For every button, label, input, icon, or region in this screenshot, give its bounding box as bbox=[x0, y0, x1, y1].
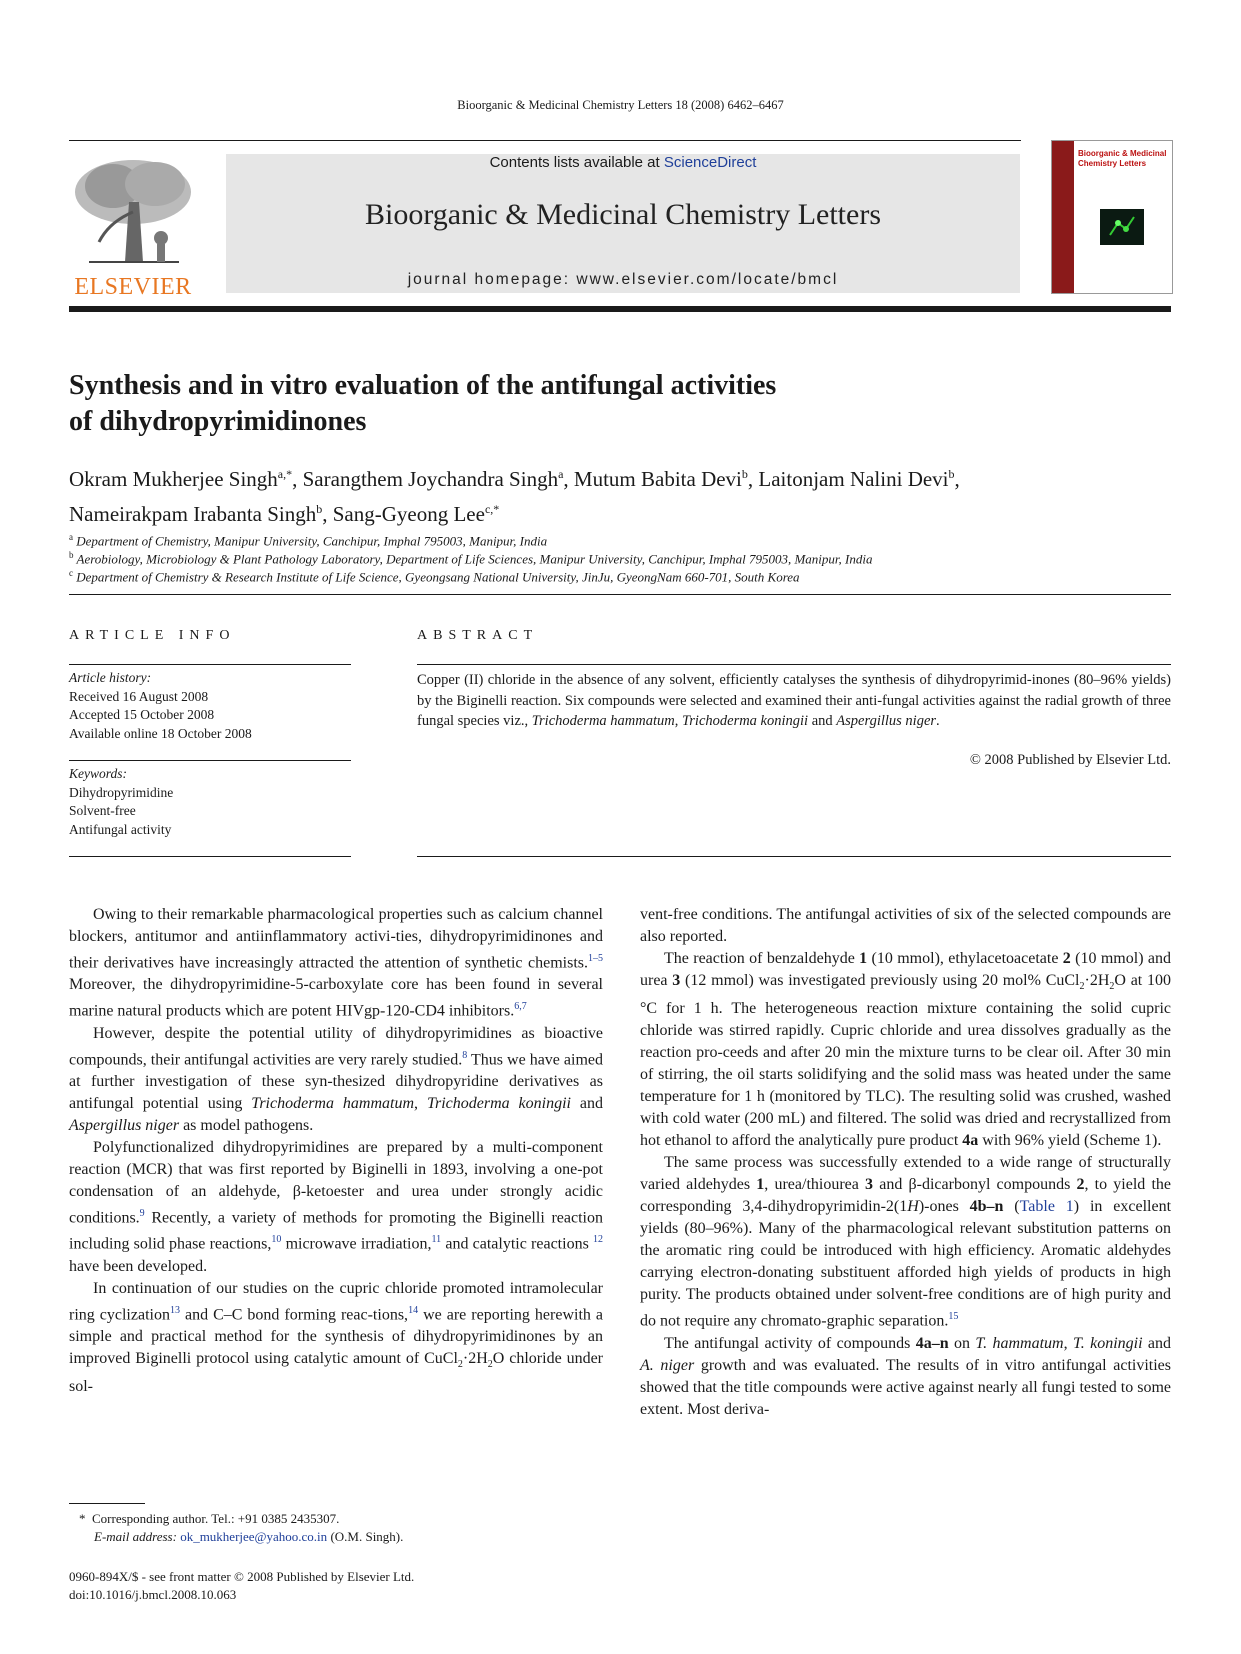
cover-red-band bbox=[1052, 141, 1074, 293]
text: have been developed. bbox=[69, 1257, 208, 1275]
author-sep: , bbox=[954, 467, 960, 491]
abstract-bottom-rule bbox=[417, 856, 1171, 857]
paragraph bbox=[640, 1152, 1171, 1332]
abstract-body: Copper (II) chloride in the absence of any solvent, efficiently catalyses the synthesis of dihydropyrimid-inones (80–96% yields) by the Biginelli reaction. Six compounds were selected and examined their anti-fungal activities against the radial growth of three fungal species viz., bbox=[417, 672, 1171, 729]
keyword-item: Antifungal activity bbox=[69, 821, 172, 837]
issn-line: 0960-894X/$ - see front matter © 2008 Published by Elsevier Ltd. bbox=[69, 1569, 415, 1584]
compound-number: 2 bbox=[1076, 1176, 1085, 1194]
abstract-heading: ABSTRACT bbox=[417, 628, 539, 643]
corresponding-author bbox=[69, 1510, 603, 1528]
cover-image bbox=[1100, 209, 1144, 245]
punct: . bbox=[936, 713, 940, 729]
species-name: Trichoderma hammatum bbox=[251, 1094, 415, 1112]
text: The antifungal activity of compounds bbox=[664, 1334, 916, 1352]
table-link[interactable]: Table 1 bbox=[1019, 1198, 1074, 1216]
header-top-rule bbox=[69, 140, 1021, 141]
masthead-box bbox=[226, 154, 1020, 293]
footnote-rule bbox=[69, 1503, 145, 1504]
article-info-heading: ARTICLE INFO bbox=[69, 628, 236, 643]
text: Polyfunctionalized dihydropyrimidines are prepared by a multi-component reaction (MCR) that was first reported by Biginelli in 1893, involving a one-pot condensation of an aldehyde, β-ketoester and urea under strongly acidic conditions. bbox=[69, 1138, 603, 1227]
paragraph bbox=[69, 1137, 603, 1278]
author-name[interactable]: Laitonjam Nalini Devi bbox=[758, 467, 949, 491]
punct: , bbox=[674, 713, 683, 729]
paragraph bbox=[640, 904, 1171, 948]
history-online: Available online 18 October 2008 bbox=[69, 725, 252, 741]
keywords-label: Keywords: bbox=[69, 766, 127, 781]
article-history bbox=[69, 669, 351, 743]
abstract-copyright: © 2008 Published by Elsevier Ltd. bbox=[969, 752, 1171, 768]
abstract-text bbox=[417, 670, 1171, 732]
author-sep: , bbox=[563, 467, 574, 491]
species-name: Aspergillus niger bbox=[69, 1116, 180, 1134]
text: and β-dicarbonyl compounds bbox=[873, 1176, 1077, 1194]
italic-h: H bbox=[907, 1198, 919, 1216]
species-name: Trichoderma hammatum bbox=[531, 713, 675, 729]
body-column-left bbox=[69, 904, 603, 1398]
citation-link[interactable]: 8 bbox=[462, 1049, 468, 1061]
text: as model pathogens. bbox=[179, 1116, 314, 1134]
compound-number: 4b–n bbox=[969, 1198, 1004, 1216]
citation-link[interactable]: 13 bbox=[169, 1304, 180, 1316]
text: and C–C bond forming reac-tions, bbox=[179, 1305, 409, 1323]
author-sep: , bbox=[292, 467, 303, 491]
molecule-icon bbox=[1100, 209, 1144, 245]
email-link[interactable]: ok_mukherjee@yahoo.co.in bbox=[180, 1529, 328, 1544]
punct: , bbox=[414, 1094, 427, 1112]
text: O chloride under sol- bbox=[69, 1349, 604, 1396]
text: Thus we have aimed at further investigation of these syn-thesized dihydropyridine derivatives as antifungal potential using bbox=[69, 1050, 604, 1112]
paragraph bbox=[69, 904, 603, 1023]
text: Recently, a variety of methods for promoting the Biginelli reaction including solid phase reactions, bbox=[69, 1209, 603, 1253]
contents-prefix: Contents lists available at bbox=[489, 154, 664, 171]
header-bottom-rule bbox=[69, 306, 1171, 312]
species-name: Trichoderma koningii bbox=[426, 1094, 571, 1112]
affil-mark: c bbox=[69, 568, 73, 578]
abstract-rule bbox=[417, 664, 1171, 665]
email-label: E-mail address: bbox=[94, 1529, 181, 1544]
cover-title: Bioorganic & Medicinal Chemistry Letters bbox=[1078, 149, 1167, 168]
compound-number: 4a–n bbox=[915, 1334, 949, 1352]
punct: , bbox=[1063, 1334, 1073, 1352]
subscript: 2 bbox=[1109, 981, 1115, 993]
text: ·2H bbox=[462, 1349, 488, 1367]
body-column-right bbox=[640, 904, 1171, 1421]
affil-mark: a bbox=[69, 532, 73, 542]
citation-link[interactable]: 1–5 bbox=[588, 953, 603, 964]
compound-number: 2 bbox=[1062, 950, 1071, 967]
text: (10 mmol) and urea bbox=[640, 950, 1172, 989]
species-name: T. hammatum bbox=[975, 1334, 1064, 1352]
text: with 96% yield (Scheme 1). bbox=[978, 1132, 1162, 1150]
citation-link[interactable]: 9 bbox=[139, 1207, 145, 1219]
paragraph bbox=[69, 1278, 603, 1399]
authors-line-2 bbox=[69, 494, 1179, 529]
citation-link[interactable]: 11 bbox=[431, 1234, 442, 1246]
keyword-item: Dihydropyrimidine bbox=[69, 784, 174, 800]
text: However, despite the potential utility of dihydropyrimidines as bioactive compounds, their antifungal activities are very rarely studied. bbox=[69, 1024, 603, 1068]
author-sep: , bbox=[747, 467, 759, 491]
paragraph bbox=[640, 1333, 1171, 1421]
compound-number: 4a bbox=[962, 1132, 979, 1150]
text: O at 100 °C for 1 h. The heterogeneous reaction mixture containing the solid cupric chloride was stirred rapidly. Cupric chloride and urea dissolves gradually as the reaction pro-ceeds and after 20 min the mixture turns to be clear oil. After 30 min of stirring, the oil starts solidifying and the solid mass was heated under the same temperature for 1 h (monitored by TLC). The resulting solid was crushed, washed with cold water (200 mL) and filtered. The solid was dried and recrystallized from hot ethanol to afford the analytically pure product bbox=[640, 972, 1171, 1150]
species-name: A. niger bbox=[640, 1356, 695, 1374]
doi-link[interactable]: doi:10.1016/j.bmcl.2008.10.063 bbox=[69, 1587, 237, 1602]
compound-number: 3 bbox=[865, 1176, 874, 1194]
history-received: Received 16 August 2008 bbox=[69, 688, 209, 704]
author-affil-mark: b bbox=[316, 502, 323, 516]
text: on bbox=[948, 1334, 976, 1352]
keywords bbox=[69, 765, 351, 839]
author-name[interactable]: Nameirakpam Irabanta Singh bbox=[69, 502, 317, 526]
affil-text: Aerobiology, Microbiology & Plant Pathology Laboratory, Department of Life Sciences, Manipur University, Canchipur, Imphal 795003, Manipur, India bbox=[76, 551, 873, 567]
citation-link[interactable]: 10 bbox=[271, 1234, 282, 1246]
contents-line bbox=[226, 154, 1020, 171]
author-affil-mark: b bbox=[948, 467, 955, 481]
paragraph bbox=[640, 948, 1171, 1152]
elsevier-logo[interactable] bbox=[69, 152, 197, 300]
text: In continuation of our studies on the cupric chloride promoted intramolecular ring cyclization bbox=[69, 1279, 603, 1323]
text: (10 mmol), ethylacetoacetate bbox=[867, 950, 1063, 967]
text: and catalytic reactions bbox=[441, 1235, 594, 1253]
citation-link[interactable]: 14 bbox=[408, 1304, 419, 1316]
text: Moreover, the dihydropyrimidine-5-carboxylate core has been found in several marine natural products which are potent HIVgp-120-CD4 inhibitors. bbox=[69, 976, 603, 1020]
email-line bbox=[69, 1528, 603, 1546]
text: )-ones bbox=[918, 1198, 970, 1216]
subscript: 2 bbox=[457, 1359, 463, 1371]
running-head: Bioorganic & Medicinal Chemistry Letters 18 (2008) 6462–6467 bbox=[457, 98, 784, 112]
text: (12 mmol) was investigated previously using 20 mol% CuCl bbox=[680, 972, 1080, 989]
author-list bbox=[69, 459, 1179, 529]
title-line-2: of dihydropyrimidinones bbox=[69, 406, 367, 437]
subscript: 2 bbox=[487, 1359, 493, 1371]
authors-line-1 bbox=[69, 459, 1179, 494]
affil-text: Department of Chemistry, Manipur University, Canchipur, Imphal 795003, Manipur, India bbox=[76, 533, 548, 549]
citation-link[interactable]: 15 bbox=[948, 1311, 959, 1323]
article-title bbox=[69, 368, 969, 440]
species-name: Aspergillus niger bbox=[836, 713, 937, 729]
affil-divider bbox=[69, 594, 1171, 595]
author-affil-mark: c,* bbox=[484, 502, 500, 516]
text: , urea/thiourea bbox=[764, 1176, 866, 1194]
history-label: Article history: bbox=[69, 670, 152, 685]
text: growth and was evaluated. The results of in vitro antifungal activities showed that the title compounds were active against nearly all fungi tested to some extent. Most deriva- bbox=[640, 1356, 1171, 1418]
compound-number: 1 bbox=[756, 1176, 765, 1194]
text: The same process was successfully extended to a wide range of structurally varied aldehydes bbox=[640, 1154, 1171, 1194]
conj: and bbox=[808, 713, 837, 729]
affiliation-c bbox=[69, 564, 1169, 586]
affil-mark: b bbox=[69, 550, 74, 560]
asterisk: * bbox=[79, 1511, 86, 1526]
history-rule bbox=[69, 760, 351, 761]
corr-text: Corresponding author. Tel.: +91 0385 2435307. bbox=[92, 1511, 340, 1526]
citation-link[interactable]: 12 bbox=[593, 1234, 604, 1246]
conj: and bbox=[571, 1094, 604, 1112]
subscript: 2 bbox=[1079, 981, 1085, 993]
author-affil-mark: a bbox=[558, 467, 564, 481]
title-line-1: Synthesis and in vitro evaluation of the antifungal activities bbox=[69, 370, 777, 401]
text: The reaction of benzaldehyde bbox=[664, 950, 860, 967]
compound-number: 3 bbox=[672, 972, 681, 989]
compound-number: 1 bbox=[859, 950, 868, 967]
text: ( bbox=[1003, 1198, 1020, 1216]
author-name[interactable]: Sarangthem Joychandra Singh bbox=[302, 467, 559, 491]
affil-text: Department of Chemistry & Research Institute of Life Science, Gyeongsang National University, JinJu, GyeongNam 660-701, South Korea bbox=[76, 569, 800, 585]
paragraph bbox=[69, 1023, 603, 1137]
journal-name: Bioorganic & Medicinal Chemistry Letters bbox=[364, 198, 881, 231]
elsevier-tree-icon bbox=[69, 152, 197, 270]
species-name: T. koningii bbox=[1073, 1334, 1143, 1352]
conj: and bbox=[1142, 1334, 1172, 1352]
author-affil-mark: a,* bbox=[277, 467, 293, 481]
footnote-correspondence bbox=[69, 1510, 603, 1546]
text: microwave irradiation, bbox=[281, 1235, 432, 1253]
keyword-item: Solvent-free bbox=[69, 803, 136, 818]
journal-cover[interactable] bbox=[1051, 140, 1173, 294]
journal-homepage[interactable]: journal homepage: www.elsevier.com/locate/bmcl bbox=[407, 271, 839, 288]
author-name[interactable]: Mutum Babita Devi bbox=[573, 467, 742, 491]
text: vent-free conditions. The antifungal activities of six of the selected compounds are also reported. bbox=[640, 906, 1171, 945]
text: ·2H bbox=[1084, 972, 1110, 989]
text: Owing to their remarkable pharmacological properties such as calcium channel blockers, antitumor and antiinflammatory activi-ties, dihydropyrimidinones and their derivatives have increasingly attracted the attention of synthetic chemists. bbox=[69, 906, 603, 972]
author-affil-mark: b bbox=[741, 467, 748, 481]
article-info-bottom-rule bbox=[69, 856, 351, 857]
text: , to yield the corresponding 3,4-dihydropyrimidin-2(1 bbox=[640, 1176, 1171, 1216]
author-sep: , bbox=[322, 502, 333, 526]
author-name[interactable]: Okram Mukherjee Singh bbox=[69, 467, 278, 491]
front-matter bbox=[69, 1568, 603, 1604]
citation-link[interactable]: 6,7 bbox=[514, 1001, 527, 1013]
sciencedirect-link[interactable]: ScienceDirect bbox=[663, 154, 757, 171]
text: we are reporting herewith a simple and practical method for the synthesis of dihydropyrimidinones by an improved Biginelli protocol using catalytic amount of CuCl bbox=[69, 1305, 603, 1367]
author-name[interactable]: Sang-Gyeong Lee bbox=[332, 502, 485, 526]
species-name: Trichoderma koningii bbox=[682, 713, 809, 729]
history-accepted: Accepted 15 October 2008 bbox=[69, 707, 215, 722]
article-info-rule bbox=[69, 664, 351, 665]
text: ) in excellent yields (80–96%). Many of the pharmacological relevant substitution patterns on the aromatic ring could be introduced with high efficiency. Aromatic aldehydes carrying electron-donating substituent afforded high yields of products in high purity. The products obtained under solvent-free conditions are of high purity and do not require any chromato-graphic separation. bbox=[640, 1198, 1172, 1330]
email-owner: (O.M. Singh). bbox=[327, 1529, 404, 1544]
elsevier-wordmark: ELSEVIER bbox=[74, 274, 192, 300]
